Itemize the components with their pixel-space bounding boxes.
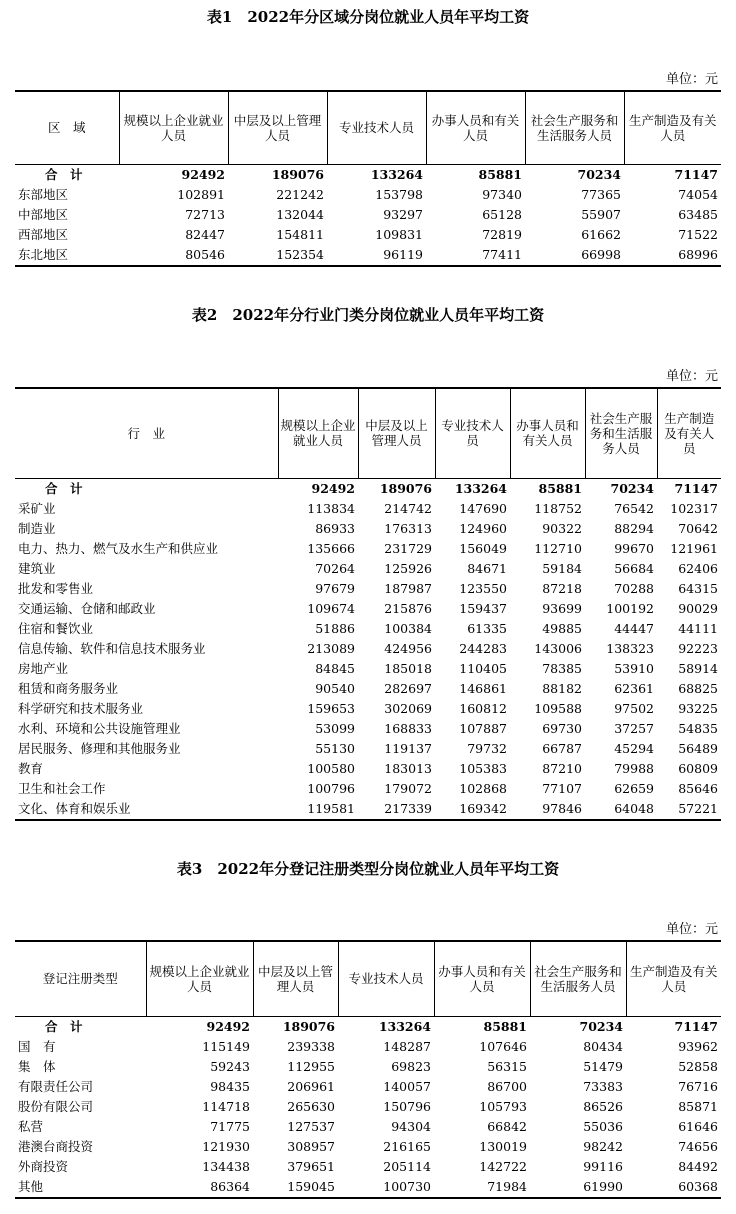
- cell-value: 187987: [384, 580, 432, 596]
- table-row: [15, 1177, 721, 1198]
- cell-value: 55907: [581, 206, 621, 222]
- cell-value: 86933: [315, 520, 355, 536]
- cell-value: 231729: [384, 540, 432, 556]
- cell-value: 169342: [459, 800, 507, 816]
- cell-value: 65128: [482, 206, 522, 222]
- cell-value: 90540: [315, 680, 355, 696]
- cell-value: 74054: [678, 186, 718, 202]
- table-row: [15, 185, 721, 205]
- cell-value: 135666: [307, 540, 355, 556]
- cell-value: 213089: [307, 640, 355, 656]
- cell-value: 49885: [542, 620, 582, 636]
- cell-value: 100192: [606, 600, 654, 616]
- cell-value: 98242: [583, 1138, 623, 1154]
- cell-value: 86700: [487, 1078, 527, 1094]
- cell-value: 71522: [678, 226, 718, 242]
- cell-value: 74656: [678, 1138, 718, 1154]
- table-row: [15, 1157, 721, 1177]
- cell-value: 88182: [542, 680, 582, 696]
- table-row: [15, 679, 721, 699]
- cell-value: 86526: [583, 1098, 623, 1114]
- row-label: 房地产业: [18, 660, 69, 676]
- table-row: [15, 559, 721, 579]
- cell-value: 85646: [678, 780, 718, 796]
- table2-header-managers: 中层及以上管理人员: [358, 388, 435, 478]
- row-label: 批发和零售业: [18, 580, 94, 596]
- cell-value: 130019: [479, 1138, 527, 1154]
- cell-value: 88294: [614, 520, 654, 536]
- cell-value: 56315: [487, 1058, 527, 1074]
- cell-value: 105383: [459, 760, 507, 776]
- table1-header-managers: 中层及以上管理人员: [228, 91, 327, 164]
- cell-value: 92223: [678, 640, 718, 656]
- cell-value: 121961: [670, 540, 718, 556]
- cell-value: 142722: [479, 1158, 527, 1174]
- table-row: [15, 1057, 721, 1077]
- cell-value: 100730: [383, 1178, 431, 1194]
- cell-value: 52858: [678, 1058, 718, 1074]
- table-row: [15, 1037, 721, 1057]
- cell-value: 92492: [181, 166, 225, 182]
- row-label: 交通运输、仓储和邮政业: [18, 600, 156, 616]
- cell-value: 99670: [614, 540, 654, 556]
- cell-value: 92492: [206, 1018, 250, 1034]
- cell-value: 140057: [383, 1078, 431, 1094]
- table-row: [15, 759, 721, 779]
- cell-value: 183013: [384, 760, 432, 776]
- cell-value: 37257: [614, 720, 654, 736]
- cell-value: 68825: [678, 680, 718, 696]
- cell-value: 100384: [384, 620, 432, 636]
- cell-value: 102317: [670, 500, 718, 516]
- cell-value: 85881: [483, 1018, 527, 1034]
- cell-value: 55036: [583, 1118, 623, 1134]
- table1-header-region: 区 域: [15, 91, 119, 164]
- cell-value: 60368: [678, 1178, 718, 1194]
- cell-value: 93699: [542, 600, 582, 616]
- table3-header-registration-type: 登记注册类型: [15, 941, 146, 1016]
- cell-value: 109674: [307, 600, 355, 616]
- cell-value: 96119: [383, 246, 423, 262]
- table1-unit: 单位：元: [665, 72, 718, 87]
- cell-value: 156049: [459, 540, 507, 556]
- table2-header-all-employees: 规模以上企业就业人员: [278, 388, 358, 478]
- table-row: [15, 205, 721, 225]
- cell-value: 152354: [276, 246, 324, 262]
- table3-header-service-workers: 社会生产服务和生活服务人员: [530, 941, 626, 1016]
- row-label: 合 计: [45, 480, 83, 496]
- table-row: [15, 619, 721, 639]
- cell-value: 133264: [454, 480, 507, 496]
- row-label: 外商投资: [18, 1158, 69, 1174]
- cell-value: 62361: [614, 680, 654, 696]
- cell-value: 176313: [384, 520, 432, 536]
- cell-value: 99116: [583, 1158, 623, 1174]
- cell-value: 105793: [479, 1098, 527, 1114]
- cell-value: 160812: [459, 700, 507, 716]
- cell-value: 189076: [282, 1018, 335, 1034]
- cell-value: 70234: [577, 166, 621, 182]
- cell-value: 159045: [287, 1178, 335, 1194]
- cell-value: 100580: [307, 760, 355, 776]
- cell-value: 205114: [383, 1158, 431, 1174]
- table1-header-professionals: 专业技术人员: [327, 91, 426, 164]
- table-row: [15, 659, 721, 679]
- table-row: [15, 599, 721, 619]
- cell-value: 150796: [383, 1098, 431, 1114]
- cell-value: 93225: [678, 700, 718, 716]
- row-label: 股份有限公司: [18, 1098, 94, 1114]
- cell-value: 134438: [202, 1158, 250, 1174]
- cell-value: 121930: [202, 1138, 250, 1154]
- table2-header-industry: 行 业: [15, 388, 278, 478]
- cell-value: 153798: [375, 186, 423, 202]
- cell-value: 57221: [678, 800, 718, 816]
- cell-value: 265630: [287, 1098, 335, 1114]
- table3-header-professionals: 专业技术人员: [338, 941, 434, 1016]
- cell-value: 133264: [378, 1018, 431, 1034]
- cell-value: 154811: [276, 226, 324, 242]
- cell-value: 85871: [678, 1098, 718, 1114]
- cell-value: 110405: [459, 660, 507, 676]
- row-label: 其他: [18, 1178, 44, 1194]
- table3-header-production-workers: 生产制造及有关人员: [626, 941, 721, 1016]
- cell-value: 77411: [482, 246, 522, 262]
- cell-value: 148287: [383, 1038, 431, 1054]
- cell-value: 102868: [459, 780, 507, 796]
- cell-value: 63485: [678, 206, 718, 222]
- cell-value: 71147: [674, 1018, 718, 1034]
- cell-value: 179072: [384, 780, 432, 796]
- cell-value: 119581: [307, 800, 355, 816]
- table1-header-production-workers: 生产制造及有关人员: [624, 91, 721, 164]
- cell-value: 168833: [384, 720, 432, 736]
- row-label: 采矿业: [18, 500, 56, 516]
- table2-header-professionals: 专业技术人员: [435, 388, 510, 478]
- table-row: [15, 699, 721, 719]
- cell-value: 239338: [287, 1038, 335, 1054]
- row-label: 居民服务、修理和其他服务业: [18, 740, 181, 756]
- cell-value: 70288: [614, 580, 654, 596]
- cell-value: 51479: [583, 1058, 623, 1074]
- cell-value: 61646: [678, 1118, 718, 1134]
- table-row: [15, 1077, 721, 1097]
- cell-value: 109588: [534, 700, 582, 716]
- table-total-row: [15, 1016, 721, 1037]
- cell-value: 424956: [384, 640, 432, 656]
- cell-value: 109831: [375, 226, 423, 242]
- cell-value: 244283: [459, 640, 507, 656]
- cell-value: 79732: [467, 740, 507, 756]
- cell-value: 93297: [383, 206, 423, 222]
- cell-value: 143006: [534, 640, 582, 656]
- cell-value: 62406: [678, 560, 718, 576]
- cell-value: 90322: [542, 520, 582, 536]
- cell-value: 77365: [581, 186, 621, 202]
- cell-value: 70264: [315, 560, 355, 576]
- table-row: [15, 499, 721, 519]
- row-label: 卫生和社会工作: [18, 780, 106, 796]
- cell-value: 146861: [459, 680, 507, 696]
- cell-value: 53099: [315, 720, 355, 736]
- row-label: 文化、体育和娱乐业: [18, 800, 131, 816]
- table1-header-service-workers: 社会生产服务和生活服务人员: [525, 91, 624, 164]
- table2-title: 表2 2022年分行业门类分岗位就业人员年平均工资: [191, 306, 545, 324]
- row-label: 建筑业: [18, 560, 56, 576]
- table-total-row: [15, 164, 721, 185]
- cell-value: 93962: [678, 1038, 718, 1054]
- cell-value: 112955: [287, 1058, 335, 1074]
- cell-value: 61335: [467, 620, 507, 636]
- cell-value: 115149: [202, 1038, 250, 1054]
- row-label: 东部地区: [18, 186, 69, 202]
- cell-value: 87218: [542, 580, 582, 596]
- cell-value: 55130: [315, 740, 355, 756]
- cell-value: 118752: [534, 500, 582, 516]
- table3-header-managers: 中层及以上管理人员: [253, 941, 338, 1016]
- cell-value: 62659: [614, 780, 654, 796]
- cell-value: 217339: [384, 800, 432, 816]
- cell-value: 127537: [287, 1118, 335, 1134]
- cell-value: 61990: [583, 1178, 623, 1194]
- cell-value: 64048: [614, 800, 654, 816]
- cell-value: 85881: [538, 480, 582, 496]
- cell-value: 84671: [467, 560, 507, 576]
- row-label: 制造业: [18, 520, 56, 536]
- cell-value: 44111: [678, 620, 718, 636]
- cell-value: 132044: [276, 206, 324, 222]
- cell-value: 66998: [581, 246, 621, 262]
- cell-value: 60809: [678, 760, 718, 776]
- cell-value: 71147: [674, 166, 718, 182]
- table1-header-clerks: 办事人员和有关人员: [426, 91, 525, 164]
- cell-value: 87210: [542, 760, 582, 776]
- cell-value: 72819: [482, 226, 522, 242]
- cell-value: 97502: [614, 700, 654, 716]
- cell-value: 98435: [210, 1078, 250, 1094]
- cell-value: 185018: [384, 660, 432, 676]
- cell-value: 78385: [542, 660, 582, 676]
- table-total-row: [15, 478, 721, 499]
- table3-header-clerks: 办事人员和有关人员: [434, 941, 530, 1016]
- table-row: [15, 225, 721, 245]
- cell-value: 92492: [311, 480, 355, 496]
- cell-value: 86364: [210, 1178, 250, 1194]
- cell-value: 70642: [678, 520, 718, 536]
- cell-value: 66787: [542, 740, 582, 756]
- cell-value: 64315: [678, 580, 718, 596]
- row-label: 国 有: [18, 1038, 56, 1054]
- cell-value: 56684: [614, 560, 654, 576]
- cell-value: 133264: [370, 166, 423, 182]
- row-label: 电力、热力、燃气及水生产和供应业: [18, 540, 219, 556]
- cell-value: 44447: [614, 620, 654, 636]
- row-label: 西部地区: [18, 226, 69, 242]
- row-label: 港澳台商投资: [18, 1138, 94, 1154]
- row-label: 中部地区: [18, 206, 69, 222]
- cell-value: 206961: [287, 1078, 335, 1094]
- cell-value: 379651: [287, 1158, 335, 1174]
- table2-header-production-workers: 生产制造及有关人员: [657, 388, 721, 478]
- cell-value: 68996: [678, 246, 718, 262]
- table-row: [15, 739, 721, 759]
- row-label: 合 计: [45, 166, 83, 182]
- cell-value: 59243: [210, 1058, 250, 1074]
- cell-value: 59184: [542, 560, 582, 576]
- cell-value: 71147: [674, 480, 718, 496]
- cell-value: 51886: [315, 620, 355, 636]
- row-label: 教育: [18, 760, 44, 776]
- cell-value: 73383: [583, 1078, 623, 1094]
- row-label: 租赁和商务服务业: [18, 680, 119, 696]
- row-label: 有限责任公司: [18, 1078, 94, 1094]
- table3-unit: 单位：元: [665, 922, 718, 937]
- cell-value: 97679: [315, 580, 355, 596]
- table-row: [15, 799, 721, 820]
- cell-value: 69823: [391, 1058, 431, 1074]
- cell-value: 282697: [384, 680, 432, 696]
- cell-value: 58914: [678, 660, 718, 676]
- cell-value: 77107: [542, 780, 582, 796]
- table2: [15, 387, 721, 821]
- cell-value: 54835: [678, 720, 718, 736]
- cell-value: 189076: [379, 480, 432, 496]
- table-row: [15, 519, 721, 539]
- cell-value: 84492: [678, 1158, 718, 1174]
- table2-unit: 单位：元: [665, 369, 718, 384]
- table-row: [15, 245, 721, 266]
- cell-value: 125926: [384, 560, 432, 576]
- row-label: 信息传输、软件和信息技术服务业: [18, 640, 206, 656]
- cell-value: 107887: [459, 720, 507, 736]
- cell-value: 302069: [384, 700, 432, 716]
- cell-value: 119137: [384, 740, 432, 756]
- cell-value: 123550: [459, 580, 507, 596]
- cell-value: 138323: [606, 640, 654, 656]
- cell-value: 69730: [542, 720, 582, 736]
- cell-value: 79988: [614, 760, 654, 776]
- cell-value: 76542: [614, 500, 654, 516]
- row-label: 科学研究和技术服务业: [18, 700, 144, 716]
- cell-value: 97340: [482, 186, 522, 202]
- table-row: [15, 719, 721, 739]
- table-row: [15, 1097, 721, 1117]
- cell-value: 70234: [579, 1018, 623, 1034]
- cell-value: 80434: [583, 1038, 623, 1054]
- cell-value: 76716: [678, 1078, 718, 1094]
- cell-value: 97846: [542, 800, 582, 816]
- cell-value: 80546: [185, 246, 225, 262]
- table3-title: 表3 2022年分登记注册类型分岗位就业人员年平均工资: [176, 860, 560, 878]
- cell-value: 107646: [479, 1038, 527, 1054]
- cell-value: 56489: [678, 740, 718, 756]
- cell-value: 61662: [581, 226, 621, 242]
- cell-value: 113834: [307, 500, 355, 516]
- cell-value: 159653: [307, 700, 355, 716]
- table-row: [15, 539, 721, 559]
- table-row: [15, 1117, 721, 1137]
- cell-value: 100796: [307, 780, 355, 796]
- cell-value: 82447: [185, 226, 225, 242]
- table1-header-all-employees: 规模以上企业就业人员: [119, 91, 228, 164]
- cell-value: 71775: [210, 1118, 250, 1134]
- table-row: [15, 639, 721, 659]
- cell-value: 147690: [459, 500, 507, 516]
- cell-value: 70234: [610, 480, 654, 496]
- table-row: [15, 779, 721, 799]
- cell-value: 71984: [487, 1178, 527, 1194]
- cell-value: 72713: [185, 206, 225, 222]
- cell-value: 308957: [287, 1138, 335, 1154]
- table-row: [15, 1137, 721, 1157]
- cell-value: 102891: [177, 186, 225, 202]
- cell-value: 124960: [459, 520, 507, 536]
- row-label: 住宿和餐饮业: [18, 620, 94, 636]
- row-label: 东北地区: [18, 246, 69, 262]
- row-label: 私营: [18, 1118, 44, 1134]
- table2-header-clerks: 办事人员和有关人员: [510, 388, 585, 478]
- cell-value: 189076: [271, 166, 324, 182]
- cell-value: 84845: [315, 660, 355, 676]
- cell-value: 85881: [478, 166, 522, 182]
- cell-value: 94304: [391, 1118, 431, 1134]
- table2-header-service-workers: 社会生产服务和生活服务人员: [585, 388, 657, 478]
- cell-value: 53910: [614, 660, 654, 676]
- table1: [15, 90, 721, 267]
- row-label: 合 计: [45, 1018, 83, 1034]
- table-row: [15, 579, 721, 599]
- cell-value: 216165: [383, 1138, 431, 1154]
- table1-title: 表1 2022年分区域分岗位就业人员年平均工资: [206, 8, 530, 26]
- row-label: 集 体: [18, 1058, 56, 1074]
- cell-value: 214742: [384, 500, 432, 516]
- cell-value: 215876: [384, 600, 432, 616]
- cell-value: 114718: [202, 1098, 250, 1114]
- table3-header-all-employees: 规模以上企业就业人员: [146, 941, 253, 1016]
- cell-value: 221242: [276, 186, 324, 202]
- cell-value: 90029: [678, 600, 718, 616]
- cell-value: 45294: [614, 740, 654, 756]
- cell-value: 66842: [487, 1118, 527, 1134]
- table3: [15, 940, 721, 1199]
- row-label: 水利、环境和公共设施管理业: [18, 720, 181, 736]
- cell-value: 159437: [459, 600, 507, 616]
- cell-value: 112710: [534, 540, 582, 556]
